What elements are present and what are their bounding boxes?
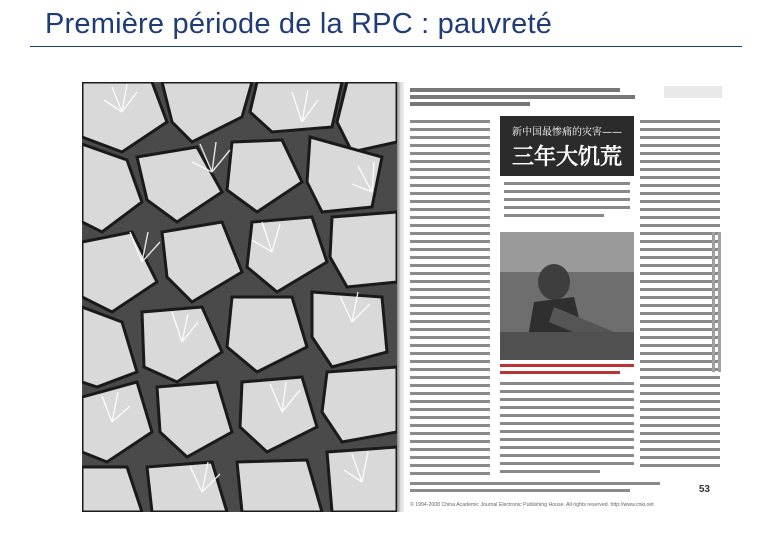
famine-photo xyxy=(500,232,634,360)
book-gutter xyxy=(397,82,404,512)
page-number: 53 xyxy=(698,484,710,495)
article-page xyxy=(404,82,725,512)
copyright-footer: © 1994-2008 China Academic Journal Electronic Publishing House. All rights reserved. http://www.cnki.net xyxy=(410,502,654,508)
cracked-earth-image xyxy=(82,82,397,512)
drought-field-photo xyxy=(82,82,397,512)
article-page-render xyxy=(404,82,725,512)
title-banner xyxy=(500,116,634,176)
banner-title-line1: 新中国最惨痛的灾害—— xyxy=(512,127,622,138)
slide-title: Première période de la RPC : pauvreté xyxy=(45,8,553,40)
section-tag xyxy=(664,86,722,98)
title-divider xyxy=(30,46,742,47)
banner-title-line2: 三年大饥荒 xyxy=(511,145,623,170)
scanned-magazine-spread xyxy=(82,82,725,512)
